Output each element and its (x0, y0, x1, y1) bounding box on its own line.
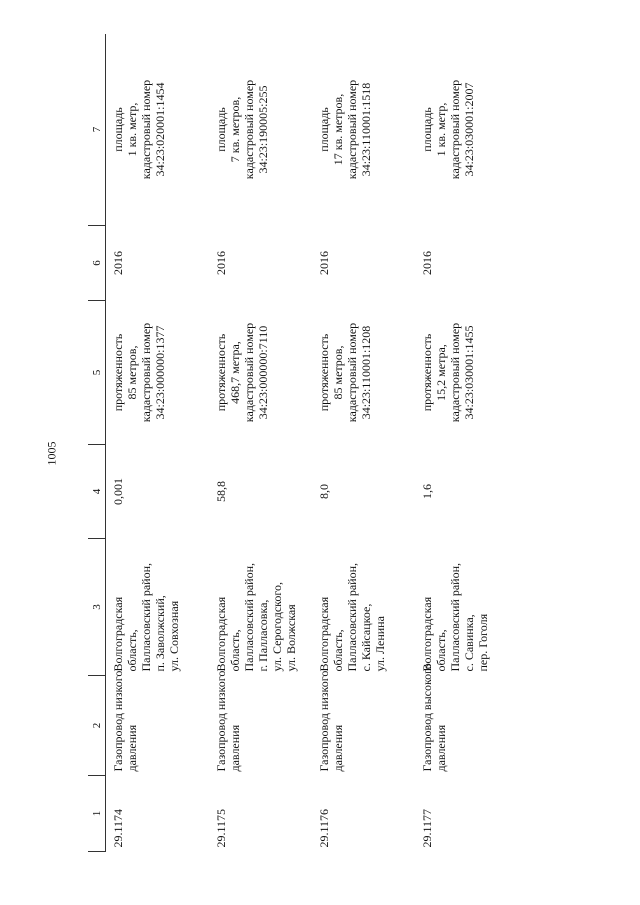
column-number-3: 3 (88, 539, 106, 676)
length-cell (209, 301, 312, 445)
object-name-line: Газопровод низкого (111, 670, 125, 772)
area-line: кадастровый номер (242, 79, 256, 180)
address-line: с. Савинка, (462, 614, 476, 672)
address-line: ул. Серогодского, (270, 582, 284, 672)
address-line: область, (125, 629, 139, 672)
year: 2016 (420, 251, 434, 275)
table-body (106, 34, 519, 852)
address-line: Палласовский район, (448, 563, 462, 672)
length-cell (312, 301, 415, 445)
address-cell (312, 539, 415, 676)
area-line: площадь (111, 107, 125, 152)
object-name-line: Газопровод низкого (214, 670, 228, 772)
address-line: Палласовский район, (345, 563, 359, 672)
row-id: 29.1175 (214, 808, 228, 848)
column-number-6: 6 (88, 226, 106, 301)
value-cell (312, 445, 415, 539)
object-name-line: давления (434, 724, 448, 772)
value-cell (415, 445, 518, 539)
column-number-1: 1 (88, 776, 106, 852)
address-line: п. Заволжский, (153, 595, 167, 672)
length-line: 34:23:000000:7110 (256, 325, 270, 420)
length-line: 468,7 метра, (228, 341, 242, 404)
year-cell (209, 226, 312, 301)
length-line: 85 метров, (125, 345, 139, 400)
year-cell (415, 226, 518, 301)
rotated-table-wrapper (88, 34, 618, 852)
area-line: 34:23:110001:1518 (359, 82, 373, 177)
value: 8,0 (317, 484, 331, 499)
area-line: 1 кв. метр, (434, 102, 448, 157)
area-line: кадастровый номер (448, 79, 462, 180)
length-line: кадастровый номер (242, 322, 256, 423)
address-line: ул. Волжская (284, 604, 298, 672)
table-header (88, 34, 106, 852)
length-line: протяженность (420, 333, 434, 412)
address-line: область, (434, 629, 448, 672)
length-line: кадастровый номер (448, 322, 462, 423)
length-line: 85 метров, (331, 345, 345, 400)
column-number-7: 7 (88, 34, 106, 226)
column-number-5: 5 (88, 301, 106, 445)
object-name-line: давления (331, 724, 345, 772)
area-line: 1 кв. метр, (125, 102, 139, 157)
row-id-cell (106, 776, 210, 852)
page-number-text: 1005 (44, 441, 59, 465)
object-name-line: давления (125, 724, 139, 772)
length-line: кадастровый номер (139, 322, 153, 423)
area-line: кадастровый номер (139, 79, 153, 180)
table-row (415, 34, 518, 852)
length-line: 34:23:000000:1377 (153, 325, 167, 420)
row-id: 29.1174 (111, 808, 125, 848)
address-line: Палласовский район, (139, 563, 153, 672)
year-cell (106, 226, 210, 301)
address-line: с. Кайсацкое, (359, 603, 373, 672)
length-line: протяженность (214, 333, 228, 412)
area-line: 34:23:190005:255 (256, 85, 270, 174)
area-cell (312, 34, 415, 226)
column-number-4: 4 (88, 445, 106, 539)
page-number (40, 443, 64, 463)
area-cell (415, 34, 518, 226)
value-cell (106, 445, 210, 539)
area-line: 34:23:020001:1454 (153, 82, 167, 177)
object-name-line: Газопровод высокого (420, 663, 434, 772)
header-row (88, 34, 106, 852)
row-id: 29.1176 (317, 808, 331, 848)
area-line: площадь (420, 107, 434, 152)
address-cell (209, 539, 312, 676)
year-cell (312, 226, 415, 301)
table-row (312, 34, 415, 852)
row-id-cell (209, 776, 312, 852)
address-line: область, (228, 629, 242, 672)
table-row (209, 34, 312, 852)
value: 1,6 (420, 484, 434, 499)
area-line: 34:23:030001:2007 (462, 82, 476, 177)
row-id-cell (415, 776, 518, 852)
address-cell (106, 539, 210, 676)
area-line: кадастровый номер (345, 79, 359, 180)
area-line: 7 кв. метров, (228, 96, 242, 163)
object-name-cell (312, 670, 415, 776)
length-cell (106, 301, 210, 445)
address-line: Волгоградская (420, 596, 434, 672)
year: 2016 (214, 251, 228, 275)
area-line: площадь (214, 107, 228, 152)
value: 58,8 (214, 481, 228, 502)
area-line: площадь (317, 107, 331, 152)
length-line: кадастровый номер (345, 322, 359, 423)
length-line: 34:23:030001:1455 (462, 325, 476, 420)
address-line: Волгоградская (317, 596, 331, 672)
row-id: 29.1177 (420, 808, 434, 848)
object-name-cell (209, 670, 312, 776)
registry-table-area (88, 34, 618, 852)
address-line: г. Палласовка, (256, 599, 270, 672)
area-cell (209, 34, 312, 226)
area-line: 17 кв. метров, (331, 93, 345, 166)
address-line: ул. Ленина (373, 616, 387, 672)
registry-table (88, 34, 518, 852)
address-line: область, (331, 629, 345, 672)
length-line: протяженность (317, 333, 331, 412)
length-line: протяженность (111, 333, 125, 412)
object-name-cell (106, 670, 210, 776)
length-cell (415, 301, 518, 445)
object-name-cell (415, 663, 518, 776)
length-line: 34:23:110001:1208 (359, 325, 373, 420)
address-line: Палласовский район, (242, 563, 256, 672)
year: 2016 (317, 251, 331, 275)
length-line: 15,2 метра, (434, 344, 448, 401)
object-name-line: Газопровод низкого (317, 670, 331, 772)
address-line: ул. Совхозная (167, 600, 181, 672)
address-line: пер. Гоголя (476, 613, 490, 672)
table-row (106, 34, 210, 852)
column-number-2: 2 (88, 676, 106, 776)
area-cell (106, 34, 210, 226)
row-id-cell (312, 776, 415, 852)
value: 0,001 (111, 478, 125, 505)
address-cell (415, 539, 518, 676)
address-line: Волгоградская (111, 596, 125, 672)
value-cell (209, 445, 312, 539)
object-name-line: давления (228, 724, 242, 772)
address-line: Волгоградская (214, 596, 228, 672)
year: 2016 (111, 251, 125, 275)
